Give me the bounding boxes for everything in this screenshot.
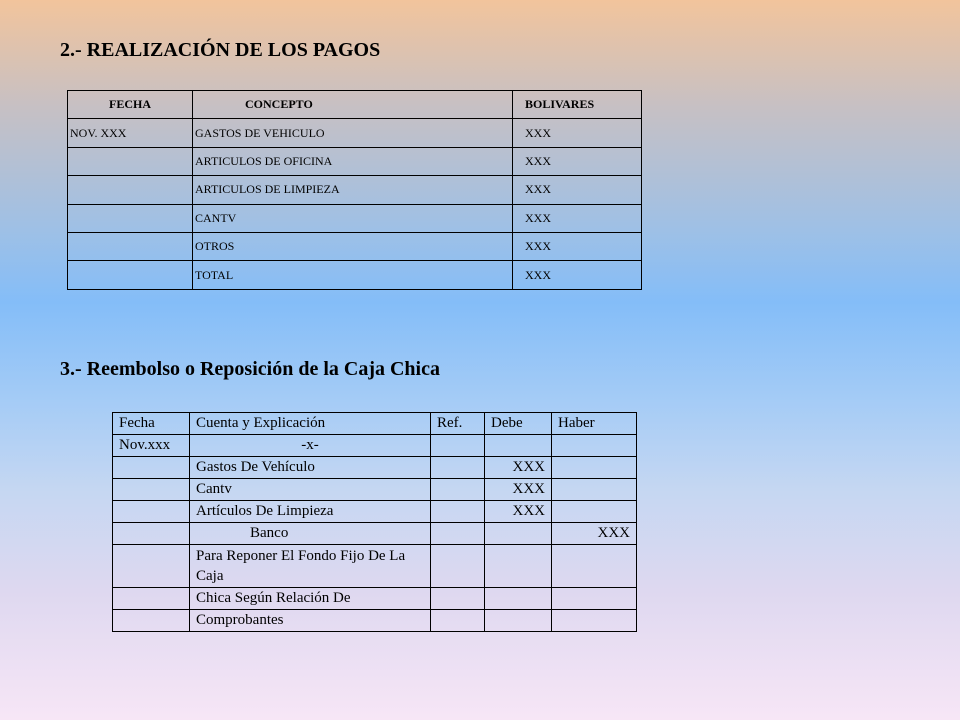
section2-title: 2.- REALIZACIÓN DE LOS PAGOS [60,39,381,61]
cell-haber [552,501,637,523]
cell-concepto: OTROS [193,232,513,260]
cell-cuenta: -x- [190,435,431,457]
cell-cuenta: Artículos De Limpieza [190,501,431,523]
cell-fecha [68,232,193,260]
table-row [113,501,637,523]
cell-fecha [113,523,190,545]
cell-ref [431,588,485,610]
cell-cuenta: Gastos De Vehículo [190,457,431,479]
ledger-table [112,412,637,632]
cell-bolivares: XXX [513,119,642,147]
cell-fecha [113,588,190,610]
cell-fecha [113,501,190,523]
cell-ref [431,501,485,523]
cell-fecha [113,479,190,501]
cell-debe [485,588,552,610]
cell-bolivares: XXX [513,232,642,260]
cell-fecha [68,147,193,175]
cell-haber: XXX [552,523,637,545]
cell-fecha [68,204,193,232]
table-row [113,457,637,479]
cell-fecha: NOV. XXX [68,119,193,147]
cell-debe: XXX [485,501,552,523]
cell-debe: XXX [485,457,552,479]
cell-haber [552,457,637,479]
cell-haber [552,435,637,457]
cell-fecha [113,545,190,588]
cell-fecha: Nov.xxx [113,435,190,457]
header-bolivares: BOLIVARES [513,91,642,119]
section3-title: 3.- Reembolso o Reposición de la Caja Chica [60,358,440,380]
table-row [68,176,642,204]
cell-concepto: CANTV [193,204,513,232]
table-row [68,261,642,289]
cell-ref [431,523,485,545]
table-row [113,479,637,501]
table-row [113,545,637,588]
header-fecha: FECHA [68,91,193,119]
table-header-row [68,91,642,119]
cell-haber [552,545,637,588]
cell-concepto: ARTICULOS DE LIMPIEZA [193,176,513,204]
cell-haber [552,479,637,501]
cell-cuenta: Chica Según Relación De [190,588,431,610]
header-fecha: Fecha [113,413,190,435]
cell-ref [431,479,485,501]
header-debe: Debe [485,413,552,435]
cell-debe [485,545,552,588]
cell-debe [485,523,552,545]
header-cuenta: Cuenta y Explicación [190,413,431,435]
cell-concepto: TOTAL [193,261,513,289]
cell-debe [485,610,552,632]
cell-cuenta: Para Reponer El Fondo Fijo De La Caja [190,545,431,588]
table-row [68,119,642,147]
header-haber: Haber [552,413,637,435]
cell-ref [431,457,485,479]
table-row [68,204,642,232]
cell-concepto: ARTICULOS DE OFICINA [193,147,513,175]
cell-debe: XXX [485,479,552,501]
table-row [113,588,637,610]
cell-debe [485,435,552,457]
cell-ref [431,545,485,588]
cell-ref [431,435,485,457]
table-row [113,610,637,632]
cell-cuenta: Banco [190,523,431,545]
cell-fecha [68,176,193,204]
header-concepto: CONCEPTO [193,91,513,119]
cell-cuenta: Cantv [190,479,431,501]
table-header-row [113,413,637,435]
cell-fecha [113,457,190,479]
cell-bolivares: XXX [513,176,642,204]
table-row [113,435,637,457]
table-row [68,232,642,260]
cell-bolivares: XXX [513,261,642,289]
cell-fecha [68,261,193,289]
table-row [68,147,642,175]
cell-fecha [113,610,190,632]
table-row [113,523,637,545]
cell-haber [552,610,637,632]
cell-haber [552,588,637,610]
cell-ref [431,610,485,632]
cell-bolivares: XXX [513,204,642,232]
header-ref: Ref. [431,413,485,435]
cell-concepto: GASTOS DE VEHICULO [193,119,513,147]
payments-table [67,90,642,290]
cell-bolivares: XXX [513,147,642,175]
cell-cuenta: Comprobantes [190,610,431,632]
